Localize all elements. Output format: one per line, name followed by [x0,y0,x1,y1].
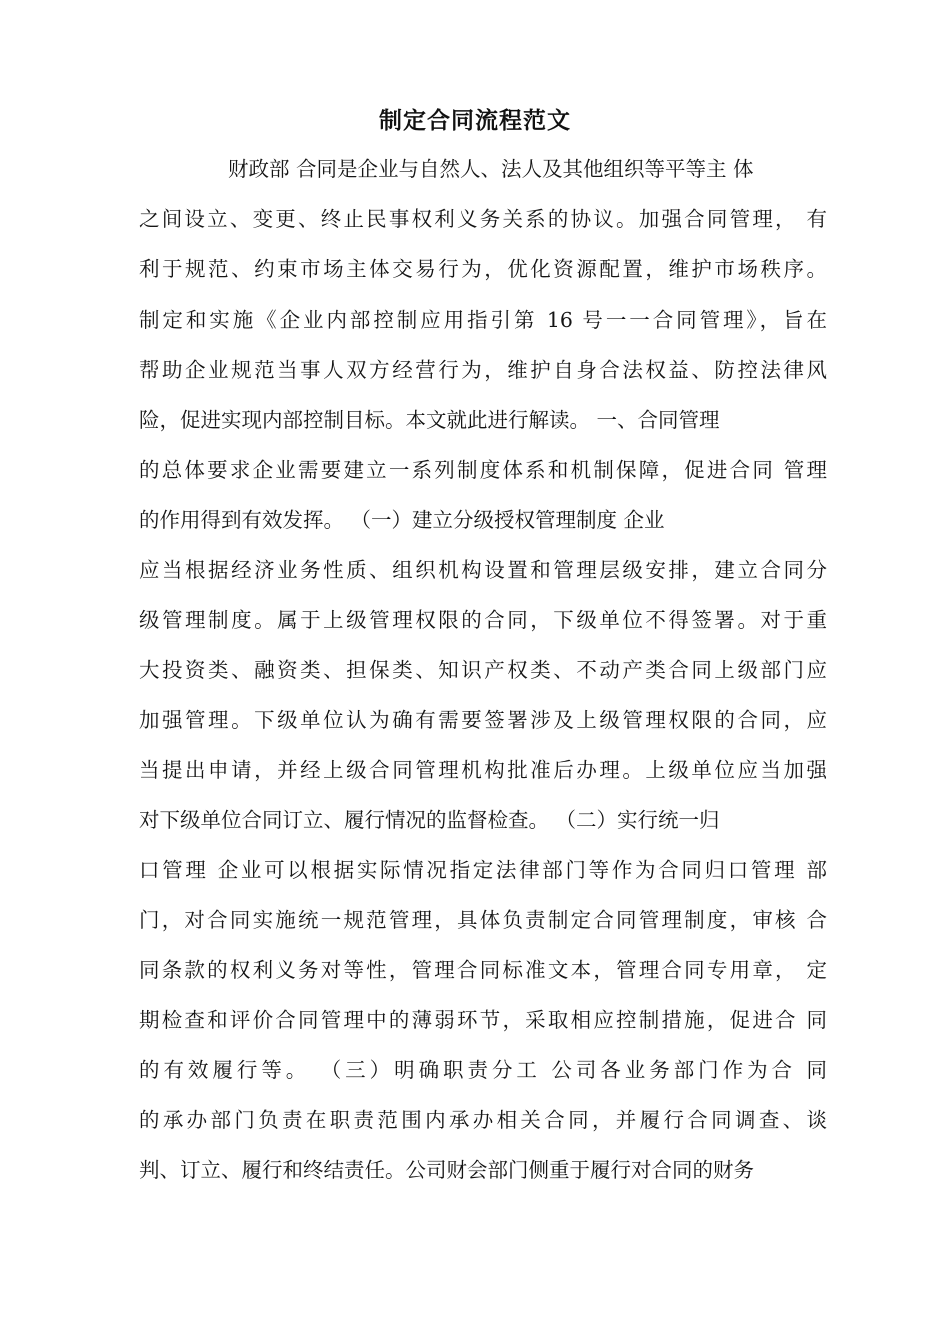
paragraph-line: 利于规范、约束市场主体交易行为，优化资源配置，维护市场秩序。 [139,257,827,281]
paragraph-line: 加强管理。下级单位认为确有需要签署涉及上级管理权限的合同，应 [139,708,827,732]
paragraph-line: 大投资类、融资类、担保类、知识产权类、不动产类合同上级部门应 [139,658,827,682]
paragraph-line: 同条款的权利义务对等性，管理合同标准文本，管理合同专用章， 定 [139,958,827,982]
paragraph-line: 帮助企业规范当事人双方经营行为，维护自身合法权益、防控法律风 [139,358,827,382]
paragraph-line: 的总体要求企业需要建立一系列制度体系和机制保障，促进合同 管理 [139,458,827,482]
paragraph-line: 财政部 合同是企业与自然人、法人及其他组织等平等主 体 [228,157,754,181]
paragraph-line: 险，促进实现内部控制目标。本文就此进行解读。 一、合同管理 [139,408,720,432]
paragraph-line: 当提出申请，并经上级合同管理机构批准后办理。上级单位应当加强 [139,758,827,782]
paragraph-line: 期检查和评价合同管理中的薄弱环节，采取相应控制措施，促进合 同 [139,1008,827,1032]
paragraph-line: 的承办部门负责在职责范围内承办相关合同，并履行合同调查、谈 [139,1108,827,1132]
paragraph-line: 口管理 企业可以根据实际情况指定法律部门等作为合同归口管理 部 [139,858,827,882]
paragraph-line: 应当根据经济业务性质、组织机构设置和管理层级安排，建立合同分 [139,558,827,582]
paragraph-line: 级管理制度。属于上级管理权限的合同，下级单位不得签署。对于重 [139,608,827,632]
paragraph-line: 门，对合同实施统一规范管理，具体负责制定合同管理制度，审核 合 [139,908,827,932]
paragraph-line: 判、订立、履行和终结责任。公司财会部门侧重于履行对合同的财务 [139,1158,754,1182]
paragraph-line: 对下级单位合同订立、履行情况的监督检查。 （二）实行统一归 [139,808,720,832]
paragraph-line: 的作用得到有效发挥。 （一）建立分级授权管理制度 企业 [139,508,665,532]
paragraph-line: 之间设立、变更、终止民事权利义务关系的协议。加强合同管理， 有 [139,207,827,231]
document-title: 制定合同流程范文 [379,108,571,134]
paragraph-line: 制定和实施《企业内部控制应用指引第 16 号一一合同管理》，旨在 [139,308,827,332]
paragraph-line: 的有效履行等。 （三）明确职责分工 公司各业务部门作为合 同 [139,1058,827,1082]
